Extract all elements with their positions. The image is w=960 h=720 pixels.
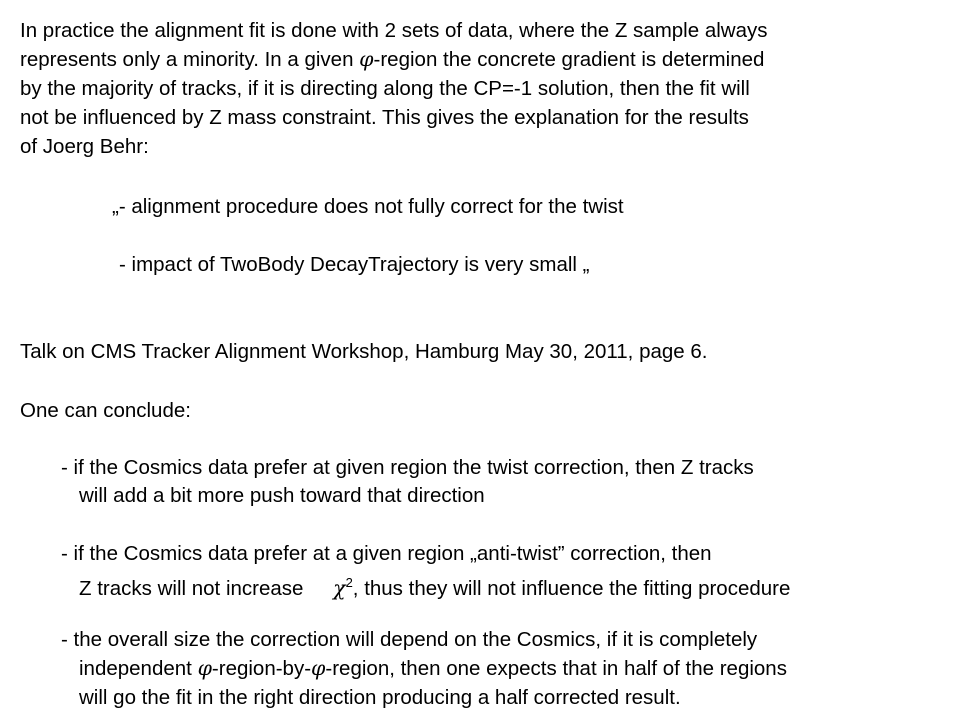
text: will go the fit in the right direction producing a half corrected result. (79, 686, 681, 709)
text: -region the concrete gradient is determined (373, 48, 765, 71)
text: - impact of TwoBody DecayTrajectory is very small „ (119, 253, 590, 276)
paragraph-line-5 (20, 132, 149, 161)
phi-symbol: φ (359, 47, 374, 71)
paragraph-line-4 (20, 103, 749, 132)
text: -region, then one expects that in half of the regions (325, 657, 787, 680)
bullet-3-line-1 (61, 625, 757, 654)
chi-symbol: χ (333, 576, 346, 600)
bullet-2-line-1 (61, 539, 712, 568)
text: independent (79, 657, 198, 680)
text: will add a bit more push toward that direction (79, 484, 485, 507)
paragraph-line-2 (20, 45, 764, 74)
text: In practice the alignment fit is done with 2 sets of data, where the Z sample always (20, 19, 768, 42)
text: „- alignment procedure does not fully correct for the twist (112, 195, 624, 218)
reference-line (20, 337, 707, 366)
text: - the overall size the correction will depend on the Cosmics, if it is completely (61, 628, 758, 651)
text: Z tracks will not increase (79, 577, 310, 600)
chi-exponent: 2 (345, 575, 353, 590)
text: - if the Cosmics data prefer at given region the twist correction, then Z tracks (61, 456, 754, 479)
text: -region-by- (211, 657, 312, 680)
text: not be influenced by Z mass constraint. This gives the explanation for the results (20, 106, 749, 129)
text: , thus they will not influence the fitting procedure (352, 577, 791, 600)
bullet-1-line-2 (79, 481, 485, 510)
bullet-3-line-3 (79, 683, 681, 712)
quote-line-2 (119, 250, 590, 279)
paragraph-line-3 (20, 74, 750, 103)
text: One can conclude: (20, 399, 191, 422)
phi-symbol: φ (311, 656, 326, 680)
paragraph-line-1 (20, 16, 768, 45)
text: represents only a minority. In a given (20, 48, 360, 71)
text: - if the Cosmics data prefer at a given region „anti-twist” correction, then (61, 542, 712, 565)
conclusion-intro (20, 396, 191, 425)
text: of Joerg Behr: (20, 135, 149, 158)
text: Talk on CMS Tracker Alignment Workshop, Hamburg May 30, 2011, page 6. (20, 340, 708, 363)
bullet-1-line-1 (61, 453, 754, 482)
bullet-2-line-2 (79, 568, 790, 603)
quote-line-1 (112, 192, 624, 221)
bullet-3-line-2 (79, 654, 787, 683)
phi-symbol: φ (197, 656, 212, 680)
text: by the majority of tracks, if it is directing along the CP=-1 solution, then the fit will (20, 77, 750, 100)
